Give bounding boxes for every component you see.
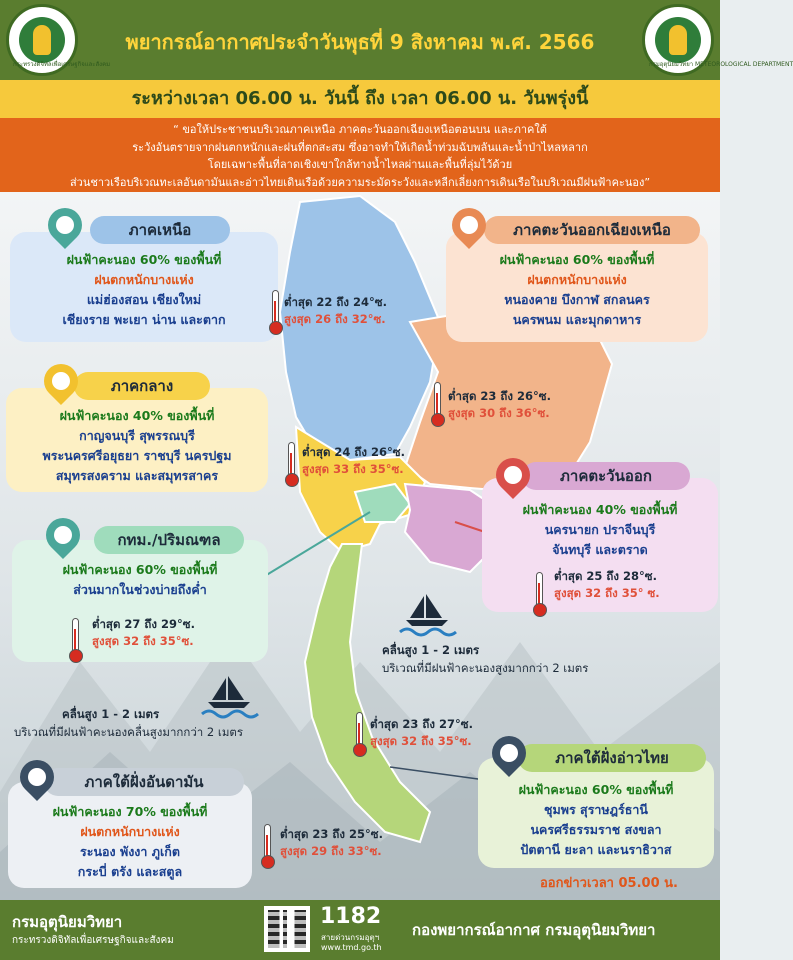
rain-percent: ฝนฟ้าคะนอง 60% ของพื้นที่	[66, 252, 222, 267]
card-central	[6, 377, 268, 492]
card-south-andaman-body	[8, 802, 252, 882]
issued-time: ออกข่าวเวลา 05.00 น.	[540, 876, 678, 891]
time-note: ส่วนมากในช่วงบ่ายถึงค่ำ	[73, 582, 207, 597]
provinces: กระบี่ ตรัง และสตูล	[77, 864, 183, 879]
card-south-gulf-title: ภาคใต้ฝั่งอ่าวไทย	[518, 744, 706, 772]
provinces: ระนอง พังงา ภูเก็ต	[80, 844, 180, 859]
tmd-emblem-icon	[642, 4, 793, 76]
left-logo-text: กระทรวงดิจิทัลเพื่อเศรษฐกิจและสังคม	[13, 61, 111, 68]
card-south-gulf	[478, 749, 714, 868]
wave-note-gulf: บริเวณที่มีฝนฟ้าคะนองสูงมากกว่า 2 เมตร	[382, 661, 589, 675]
notice-line: ระวังอันตรายจากฝนตกหนักและฝนที่ตกสะสม ซึ่งอาจทำให้เกิดน้ำท่วมฉับพลันและน้ำป่าไหลหลาก	[132, 140, 588, 154]
card-north-body	[10, 250, 278, 330]
provinces: นครนายก ปราจีนบุรี	[544, 522, 656, 537]
temp-max: สูงสุด 32 ถึง 35°ซ.	[92, 634, 194, 648]
provinces: ปัตตานี ยะลา และนราธิวาส	[520, 842, 672, 857]
hotline-number: 1182	[320, 904, 382, 929]
temp-south-gulf	[370, 716, 473, 750]
temp-max: สูงสุด 32 ถึง 35° ซ.	[554, 586, 660, 600]
notice-line: โดยเฉพาะพื้นที่ลาดเชิงเขาใกล้ทางน้ำไหลผ่านและพื้นที่ลุ่มไว้ด้วย	[207, 158, 513, 171]
card-north-title: ภาคเหนือ	[90, 216, 230, 244]
temp-min: ต่ำสุด 27 ถึง 29°ซ.	[92, 617, 195, 631]
temp-max: สูงสุด 26 ถึง 32°ซ.	[284, 312, 386, 326]
wave-note-andaman: บริเวณที่มีฝนฟ้าคะนองคลื่นสูงมากกว่า 2 เมตร	[14, 725, 244, 739]
provinces: พระนครศรีอยุธยา ราชบุรี นครปฐม	[42, 448, 232, 463]
website-link[interactable]: www.tmd.go.th	[321, 943, 382, 952]
sailboat-icon	[400, 592, 456, 636]
temp-min: ต่ำสุด 24 ถึง 26°ซ.	[302, 445, 405, 459]
provinces: กาญจนบุรี สุพรรณบุรี	[79, 428, 195, 443]
forecast-period: ระหว่างเวลา 06.00 น. วันนี้ ถึง เวลา 06.00 น. วันพรุ่งนี้	[0, 80, 720, 118]
card-east-title: ภาคตะวันออก	[522, 462, 690, 490]
card-bangkok-title: กทม./ปริมณฑล	[94, 526, 244, 554]
card-south-gulf-body	[478, 780, 714, 860]
card-northeast-title: ภาคตะวันออกเฉียงเหนือ	[484, 216, 700, 244]
provinces: หนองคาย บึงกาฬ สกลนคร	[504, 292, 650, 307]
temp-max: สูงสุด 29 ถึง 33°ซ.	[280, 844, 382, 858]
card-north	[10, 221, 278, 342]
footer-ministry: กระทรวงดิจิทัลเพื่อเศรษฐกิจและสังคม	[12, 935, 174, 946]
warning-notice	[0, 118, 720, 192]
temp-max: สูงสุด 32 ถึง 35°ซ.	[370, 734, 472, 748]
temp-min: ต่ำสุด 25 ถึง 28°ซ.	[554, 569, 657, 583]
provinces: แม่ฮ่องสอน เชียงใหม่	[86, 292, 202, 307]
rain-percent: ฝนฟ้าคะนอง 60% ของพื้นที่	[518, 782, 674, 797]
provinces: นครศรีธรรมราช สงขลา	[530, 822, 662, 837]
notice-line: ส่วนชาวเรือบริเวณทะเลอันดามันและอ่าวไทยเดินเรือด้วยความระมัดระวังและหลีกเลี่ยงการเดินเรือในบริเวณมีฝนฟ้าคะนอง”	[69, 175, 651, 189]
rain-percent: ฝนฟ้าคะนอง 60% ของพื้นที่	[62, 562, 218, 577]
temp-min: ต่ำสุด 23 ถึง 25°ซ.	[280, 827, 383, 841]
thermometer-icon	[356, 712, 363, 750]
thermometer-icon	[272, 290, 279, 328]
right-logo-text: กรมอุตุนิยมวิทยา METEOROLOGICAL DEPARTMENT	[649, 61, 793, 68]
provinces: นครพนม และมุกดาหาร	[512, 312, 642, 327]
heavy-rain: ฝนตกหนักบางแห่ง	[94, 272, 194, 287]
thermometer-icon	[434, 382, 441, 420]
temp-max: สูงสุด 30 ถึง 36°ซ.	[448, 406, 550, 420]
rain-percent: ฝนฟ้าคะนอง 40% ของพื้นที่	[59, 408, 215, 423]
footer-department: กรมอุตุนิยมวิทยา	[12, 913, 123, 931]
footer	[0, 900, 720, 960]
temp-max: สูงสุด 33 ถึง 35°ซ.	[302, 462, 404, 476]
card-east-body	[482, 500, 718, 560]
heavy-rain: ฝนตกหนักบางแห่ง	[527, 272, 627, 287]
temp-northeast	[448, 388, 551, 422]
provinces: จันทบุรี และตราด	[552, 542, 648, 557]
footer-office: กองพยากรณ์อากาศ กรมอุตุนิยมวิทยา	[412, 921, 656, 939]
rain-percent: ฝนฟ้าคะนอง 60% ของพื้นที่	[499, 252, 655, 267]
card-bangkok	[12, 531, 268, 662]
card-bangkok-body	[12, 560, 268, 600]
thermometer-icon	[72, 618, 79, 656]
card-east	[482, 467, 718, 612]
header	[0, 0, 793, 80]
temp-min: ต่ำสุด 23 ถึง 27°ซ.	[370, 717, 473, 731]
provinces: เชียงราย พะเยา น่าน และตาก	[62, 312, 226, 327]
wave-height-gulf: คลื่นสูง 1 - 2 เมตร	[382, 643, 480, 657]
rain-percent: ฝนฟ้าคะนอง 70% ของพื้นที่	[52, 804, 208, 819]
page-title: พยากรณ์อากาศประจำวันพุธที่ 9 สิงหาคม พ.ศ. 2566	[125, 30, 595, 54]
card-central-body	[6, 406, 268, 486]
card-south-andaman-title: ภาคใต้ฝั่งอันดามัน	[44, 768, 244, 796]
card-northeast-body	[446, 250, 708, 330]
temp-east	[554, 568, 660, 602]
sailboat-icon	[202, 674, 258, 718]
temp-bangkok	[92, 616, 195, 650]
temp-min: ต่ำสุด 23 ถึง 26°ซ.	[448, 389, 551, 403]
heavy-rain: ฝนตกหนักบางแห่ง	[80, 824, 180, 839]
temp-min: ต่ำสุด 22 ถึง 24°ซ.	[284, 295, 387, 309]
provinces: ชุมพร สุราษฎร์ธานี	[544, 802, 648, 817]
qr-code-icon[interactable]	[264, 906, 310, 952]
hotline-label: สายด่วนกรมอุตุฯ	[321, 933, 380, 942]
thermometer-icon	[288, 442, 295, 480]
ministry-emblem-icon	[6, 4, 111, 76]
thermometer-icon	[264, 824, 271, 862]
thermometer-icon	[536, 572, 543, 610]
temp-central	[302, 444, 405, 478]
card-northeast	[446, 221, 708, 342]
card-south-andaman	[8, 773, 252, 888]
card-central-title: ภาคกลาง	[74, 372, 210, 400]
notice-line: “ ขอให้ประชาชนบริเวณภาคเหนือ ภาคตะวันออกเฉียงเหนือตอนบน และภาคใต้	[173, 123, 547, 136]
provinces: สมุทรสงคราม และสมุทรสาคร	[55, 468, 219, 483]
temp-north	[284, 294, 387, 328]
temp-south-andaman	[280, 826, 383, 860]
rain-percent: ฝนฟ้าคะนอง 40% ของพื้นที่	[522, 502, 678, 517]
wave-height-andaman: คลื่นสูง 1 - 2 เมตร	[62, 707, 160, 721]
